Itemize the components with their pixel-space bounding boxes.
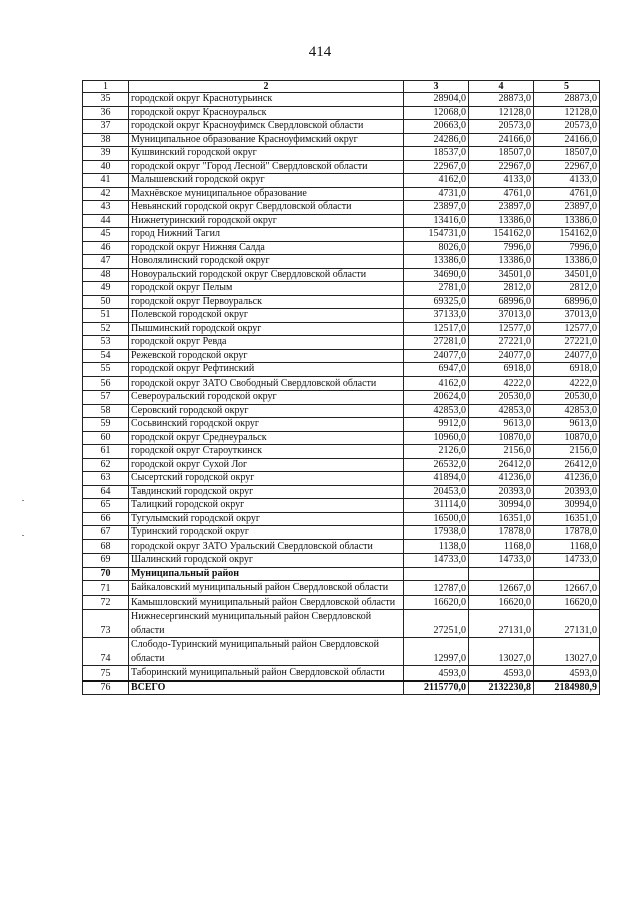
value-col-3-cell: 13386,0 [404, 255, 469, 269]
table-row [83, 404, 600, 418]
value-col-3-cell: 16620,0 [404, 595, 469, 610]
table-row [83, 472, 600, 486]
row-number-cell: 76 [83, 681, 129, 695]
value-col-5-cell: 14733,0 [534, 554, 600, 568]
value-col-5-cell: 20530,0 [534, 391, 600, 405]
value-col-4-cell: 27221,0 [469, 336, 534, 350]
value-col-5-cell: 7996,0 [534, 241, 600, 255]
municipality-name-cell: Сосьвинский городской округ [129, 418, 404, 432]
municipality-name-cell: ВСЕГО [129, 681, 404, 695]
value-col-4-cell: 20530,0 [469, 391, 534, 405]
value-col-4-cell: 7996,0 [469, 241, 534, 255]
table-row [83, 93, 600, 107]
municipality-name-cell: городской округ "Город Лесной" Свердловской области [129, 160, 404, 174]
row-number-cell: 63 [83, 472, 129, 486]
table-row [83, 526, 600, 540]
value-col-3-cell: 8026,0 [404, 241, 469, 255]
table-row [83, 160, 600, 174]
value-col-4-cell: 16351,0 [469, 512, 534, 526]
value-col-5-cell: 12577,0 [534, 322, 600, 336]
table-row [83, 201, 600, 215]
value-col-3-cell: 37133,0 [404, 309, 469, 323]
row-number-cell: 55 [83, 363, 129, 377]
value-col-3-cell: 34690,0 [404, 268, 469, 282]
value-col-4-cell: 42853,0 [469, 404, 534, 418]
value-col-5-cell: 2156,0 [534, 445, 600, 459]
table-row [83, 638, 600, 666]
value-col-3-cell: 20663,0 [404, 120, 469, 134]
value-col-5-cell: 30994,0 [534, 499, 600, 513]
row-number-cell: 61 [83, 445, 129, 459]
margin-mark [22, 500, 24, 501]
table-row [83, 255, 600, 269]
value-col-4-cell: 68996,0 [469, 295, 534, 309]
municipality-name-cell: городской округ Нижняя Салда [129, 241, 404, 255]
value-col-3-cell: 12068,0 [404, 106, 469, 120]
value-col-4-cell: 41236,0 [469, 472, 534, 486]
value-col-5-cell: 4761,0 [534, 187, 600, 201]
value-col-4-cell [469, 567, 534, 581]
table-row [83, 363, 600, 377]
value-col-5-cell: 24166,0 [534, 133, 600, 147]
value-col-3-cell: 13416,0 [404, 214, 469, 228]
value-col-5-cell: 1168,0 [534, 539, 600, 554]
value-col-3-cell: 20453,0 [404, 485, 469, 499]
value-col-5-cell: 2812,0 [534, 282, 600, 296]
municipality-name-cell: Нижнетуринский городской округ [129, 214, 404, 228]
table-row [83, 295, 600, 309]
value-col-5-cell: 27131,0 [534, 610, 600, 638]
municipality-name-cell: город Нижний Тагил [129, 228, 404, 242]
value-col-5-cell: 26412,0 [534, 458, 600, 472]
municipality-name-cell: городской округ Красноуральск [129, 106, 404, 120]
table-row [83, 499, 600, 513]
value-col-5-cell: 20393,0 [534, 485, 600, 499]
value-col-3-cell: 12517,0 [404, 322, 469, 336]
municipality-name-cell: Туринский городской округ [129, 526, 404, 540]
value-col-3-cell: 2126,0 [404, 445, 469, 459]
table-row [83, 214, 600, 228]
table-row [83, 322, 600, 336]
value-col-3-cell: 4593,0 [404, 666, 469, 681]
value-col-3-cell: 154731,0 [404, 228, 469, 242]
value-col-5-cell: 28873,0 [534, 93, 600, 107]
municipality-name-cell: Муниципальный район [129, 567, 404, 581]
table-row [83, 349, 600, 363]
value-col-4-cell: 23897,0 [469, 201, 534, 215]
value-col-4-cell: 4222,0 [469, 376, 534, 391]
table-row [83, 309, 600, 323]
value-col-4-cell: 22967,0 [469, 160, 534, 174]
value-col-5-cell: 37013,0 [534, 309, 600, 323]
value-col-5-cell: 13027,0 [534, 638, 600, 666]
value-col-5-cell: 24077,0 [534, 349, 600, 363]
value-col-5-cell: 10870,0 [534, 431, 600, 445]
value-col-5-cell: 2184980,9 [534, 681, 600, 695]
table-row [83, 282, 600, 296]
municipality-name-cell: Камышловский муниципальный район Свердловской области [129, 595, 404, 610]
municipality-name-cell: Тавдинский городской округ [129, 485, 404, 499]
value-col-4-cell: 17878,0 [469, 526, 534, 540]
municipality-name-cell: Таборинский муниципальный район Свердловской области [129, 666, 404, 681]
row-number-cell: 39 [83, 147, 129, 161]
table-row [83, 120, 600, 134]
municipality-name-cell: городской округ Краснотурьинск [129, 93, 404, 107]
value-col-4-cell: 34501,0 [469, 268, 534, 282]
municipality-name-cell: Махнёвское муниципальное образование [129, 187, 404, 201]
value-col-3-cell: 69325,0 [404, 295, 469, 309]
municipality-name-cell: Муниципальное образование Красноуфимский округ [129, 133, 404, 147]
row-number-cell: 58 [83, 404, 129, 418]
value-col-5-cell: 9613,0 [534, 418, 600, 432]
value-col-3-cell: 12997,0 [404, 638, 469, 666]
value-col-3-cell: 6947,0 [404, 363, 469, 377]
value-col-3-cell: 2115770,0 [404, 681, 469, 695]
value-col-4-cell: 24166,0 [469, 133, 534, 147]
table-row [83, 431, 600, 445]
municipality-name-cell: городской округ Сухой Лог [129, 458, 404, 472]
value-col-4-cell: 18507,0 [469, 147, 534, 161]
value-col-4-cell: 37013,0 [469, 309, 534, 323]
row-number-cell: 52 [83, 322, 129, 336]
table-body [83, 81, 600, 695]
row-number-cell: 60 [83, 431, 129, 445]
municipality-name-cell: Талицкий городской округ [129, 499, 404, 513]
table-row [83, 458, 600, 472]
value-col-5-cell: 18507,0 [534, 147, 600, 161]
section-header-row [83, 567, 600, 581]
row-number-cell: 62 [83, 458, 129, 472]
value-col-5-cell: 42853,0 [534, 404, 600, 418]
table-header-row [83, 81, 600, 93]
value-col-4-cell: 13386,0 [469, 214, 534, 228]
value-col-5-cell: 6918,0 [534, 363, 600, 377]
municipality-name-cell: Новолялинский городской округ [129, 255, 404, 269]
value-col-5-cell: 41236,0 [534, 472, 600, 486]
value-col-3-cell: 4731,0 [404, 187, 469, 201]
table-row [83, 595, 600, 610]
table-row [83, 147, 600, 161]
value-col-5-cell [534, 567, 600, 581]
row-number-cell: 46 [83, 241, 129, 255]
municipality-name-cell: городской округ Первоуральск [129, 295, 404, 309]
value-col-5-cell: 17878,0 [534, 526, 600, 540]
municipality-name-cell: Североуральский городской округ [129, 391, 404, 405]
value-col-3-cell: 1138,0 [404, 539, 469, 554]
row-number-cell: 67 [83, 526, 129, 540]
municipality-name-cell: Сысертский городской округ [129, 472, 404, 486]
value-col-4-cell: 14733,0 [469, 554, 534, 568]
row-number-cell: 72 [83, 595, 129, 610]
value-col-3-cell: 31114,0 [404, 499, 469, 513]
row-number-cell: 41 [83, 174, 129, 188]
value-col-5-cell: 68996,0 [534, 295, 600, 309]
value-col-4-cell: 12577,0 [469, 322, 534, 336]
row-number-cell: 70 [83, 567, 129, 581]
value-col-5-cell: 20573,0 [534, 120, 600, 134]
row-number-cell: 69 [83, 554, 129, 568]
table-row [83, 512, 600, 526]
value-col-3-cell: 17938,0 [404, 526, 469, 540]
value-col-3-cell: 28904,0 [404, 93, 469, 107]
municipality-name-cell: городской округ Среднеуральск [129, 431, 404, 445]
value-col-5-cell: 4133,0 [534, 174, 600, 188]
value-col-5-cell: 23897,0 [534, 201, 600, 215]
row-number-cell: 49 [83, 282, 129, 296]
value-col-3-cell: 4162,0 [404, 174, 469, 188]
municipality-name-cell: Невьянский городской округ Свердловской области [129, 201, 404, 215]
row-number-cell: 64 [83, 485, 129, 499]
value-col-3-cell [404, 567, 469, 581]
value-col-4-cell: 1168,0 [469, 539, 534, 554]
table-row [83, 336, 600, 350]
row-number-cell: 42 [83, 187, 129, 201]
table-row [83, 610, 600, 638]
header-col-1: 1 [83, 81, 129, 93]
value-col-3-cell: 42853,0 [404, 404, 469, 418]
municipality-name-cell: Пышминский городской округ [129, 322, 404, 336]
table-row [83, 391, 600, 405]
value-col-3-cell: 12787,0 [404, 581, 469, 596]
value-col-5-cell: 16351,0 [534, 512, 600, 526]
total-row [83, 681, 600, 695]
table-row [83, 554, 600, 568]
value-col-3-cell: 27281,0 [404, 336, 469, 350]
value-col-4-cell: 13386,0 [469, 255, 534, 269]
table-row [83, 106, 600, 120]
row-number-cell: 74 [83, 638, 129, 666]
row-number-cell: 75 [83, 666, 129, 681]
value-col-3-cell: 2781,0 [404, 282, 469, 296]
row-number-cell: 37 [83, 120, 129, 134]
row-number-cell: 36 [83, 106, 129, 120]
header-col-5: 5 [534, 81, 600, 93]
municipality-name-cell: Шалинский городской округ [129, 554, 404, 568]
row-number-cell: 48 [83, 268, 129, 282]
value-col-3-cell: 9912,0 [404, 418, 469, 432]
value-col-5-cell: 4222,0 [534, 376, 600, 391]
value-col-4-cell: 9613,0 [469, 418, 534, 432]
table-row [83, 418, 600, 432]
value-col-4-cell: 10870,0 [469, 431, 534, 445]
table-row [83, 376, 600, 391]
row-number-cell: 56 [83, 376, 129, 391]
row-number-cell: 53 [83, 336, 129, 350]
table-row [83, 268, 600, 282]
row-number-cell: 40 [83, 160, 129, 174]
row-number-cell: 47 [83, 255, 129, 269]
header-col-4: 4 [469, 81, 534, 93]
table-row [83, 581, 600, 596]
value-col-3-cell: 22967,0 [404, 160, 469, 174]
municipality-name-cell: Тугулымский городской округ [129, 512, 404, 526]
table-row [83, 228, 600, 242]
value-col-3-cell: 20624,0 [404, 391, 469, 405]
value-col-4-cell: 12667,0 [469, 581, 534, 596]
row-number-cell: 44 [83, 214, 129, 228]
row-number-cell: 51 [83, 309, 129, 323]
value-col-4-cell: 2812,0 [469, 282, 534, 296]
table-row [83, 133, 600, 147]
row-number-cell: 50 [83, 295, 129, 309]
value-col-4-cell: 2132230,8 [469, 681, 534, 695]
table-row [83, 539, 600, 554]
value-col-3-cell: 26532,0 [404, 458, 469, 472]
row-number-cell: 38 [83, 133, 129, 147]
value-col-4-cell: 24077,0 [469, 349, 534, 363]
municipality-name-cell: городской округ Староуткинск [129, 445, 404, 459]
value-col-3-cell: 4162,0 [404, 376, 469, 391]
value-col-3-cell: 27251,0 [404, 610, 469, 638]
allocation-table [82, 80, 600, 695]
municipality-name-cell: городской округ Красноуфимск Свердловской области [129, 120, 404, 134]
row-number-cell: 43 [83, 201, 129, 215]
value-col-5-cell: 22967,0 [534, 160, 600, 174]
municipality-name-cell: городской округ Пелым [129, 282, 404, 296]
value-col-3-cell: 14733,0 [404, 554, 469, 568]
value-col-4-cell: 6918,0 [469, 363, 534, 377]
municipality-name-cell: Серовский городской округ [129, 404, 404, 418]
municipality-name-cell: Нижнесергинский муниципальный район Свердловской области [129, 610, 404, 638]
value-col-5-cell: 16620,0 [534, 595, 600, 610]
value-col-4-cell: 4133,0 [469, 174, 534, 188]
value-col-4-cell: 28873,0 [469, 93, 534, 107]
table-row [83, 174, 600, 188]
row-number-cell: 73 [83, 610, 129, 638]
table-row [83, 187, 600, 201]
value-col-3-cell: 24077,0 [404, 349, 469, 363]
value-col-4-cell: 4593,0 [469, 666, 534, 681]
municipality-name-cell: городской округ ЗАТО Свободный Свердловской области [129, 376, 404, 391]
value-col-3-cell: 18537,0 [404, 147, 469, 161]
value-col-4-cell: 27131,0 [469, 610, 534, 638]
row-number-cell: 65 [83, 499, 129, 513]
municipality-name-cell: Кушвинский городской округ [129, 147, 404, 161]
row-number-cell: 71 [83, 581, 129, 596]
row-number-cell: 57 [83, 391, 129, 405]
row-number-cell: 66 [83, 512, 129, 526]
value-col-3-cell: 24286,0 [404, 133, 469, 147]
header-col-2: 2 [129, 81, 404, 93]
page-number: 414 [308, 44, 332, 60]
value-col-4-cell: 30994,0 [469, 499, 534, 513]
municipality-name-cell: Режевской городской округ [129, 349, 404, 363]
municipality-name-cell: Полевской городской округ [129, 309, 404, 323]
municipality-name-cell: Новоуральский городской округ Свердловской области [129, 268, 404, 282]
value-col-4-cell: 2156,0 [469, 445, 534, 459]
header-col-3: 3 [404, 81, 469, 93]
value-col-4-cell: 12128,0 [469, 106, 534, 120]
value-col-3-cell: 41894,0 [404, 472, 469, 486]
row-number-cell: 45 [83, 228, 129, 242]
value-col-5-cell: 154162,0 [534, 228, 600, 242]
table-row [83, 445, 600, 459]
table-row [83, 485, 600, 499]
value-col-4-cell: 20393,0 [469, 485, 534, 499]
row-number-cell: 54 [83, 349, 129, 363]
table-row [83, 666, 600, 681]
municipality-name-cell: Малышевский городской округ [129, 174, 404, 188]
value-col-3-cell: 10960,0 [404, 431, 469, 445]
row-number-cell: 35 [83, 93, 129, 107]
value-col-5-cell: 13386,0 [534, 255, 600, 269]
value-col-5-cell: 13386,0 [534, 214, 600, 228]
value-col-5-cell: 12667,0 [534, 581, 600, 596]
value-col-4-cell: 4761,0 [469, 187, 534, 201]
municipality-name-cell: городской округ Рефтинский [129, 363, 404, 377]
value-col-5-cell: 4593,0 [534, 666, 600, 681]
table-row [83, 241, 600, 255]
value-col-5-cell: 12128,0 [534, 106, 600, 120]
value-col-4-cell: 154162,0 [469, 228, 534, 242]
value-col-5-cell: 34501,0 [534, 268, 600, 282]
municipality-name-cell: Слободо-Туринский муниципальный район Свердловской области [129, 638, 404, 666]
row-number-cell: 59 [83, 418, 129, 432]
value-col-4-cell: 20573,0 [469, 120, 534, 134]
municipality-name-cell: городской округ ЗАТО Уральский Свердловской области [129, 539, 404, 554]
row-number-cell: 68 [83, 539, 129, 554]
value-col-4-cell: 26412,0 [469, 458, 534, 472]
value-col-4-cell: 13027,0 [469, 638, 534, 666]
municipality-name-cell: городской округ Ревда [129, 336, 404, 350]
municipality-name-cell: Байкаловский муниципальный район Свердловской области [129, 581, 404, 596]
value-col-4-cell: 16620,0 [469, 595, 534, 610]
margin-mark [22, 535, 24, 536]
value-col-5-cell: 27221,0 [534, 336, 600, 350]
value-col-3-cell: 23897,0 [404, 201, 469, 215]
value-col-3-cell: 16500,0 [404, 512, 469, 526]
